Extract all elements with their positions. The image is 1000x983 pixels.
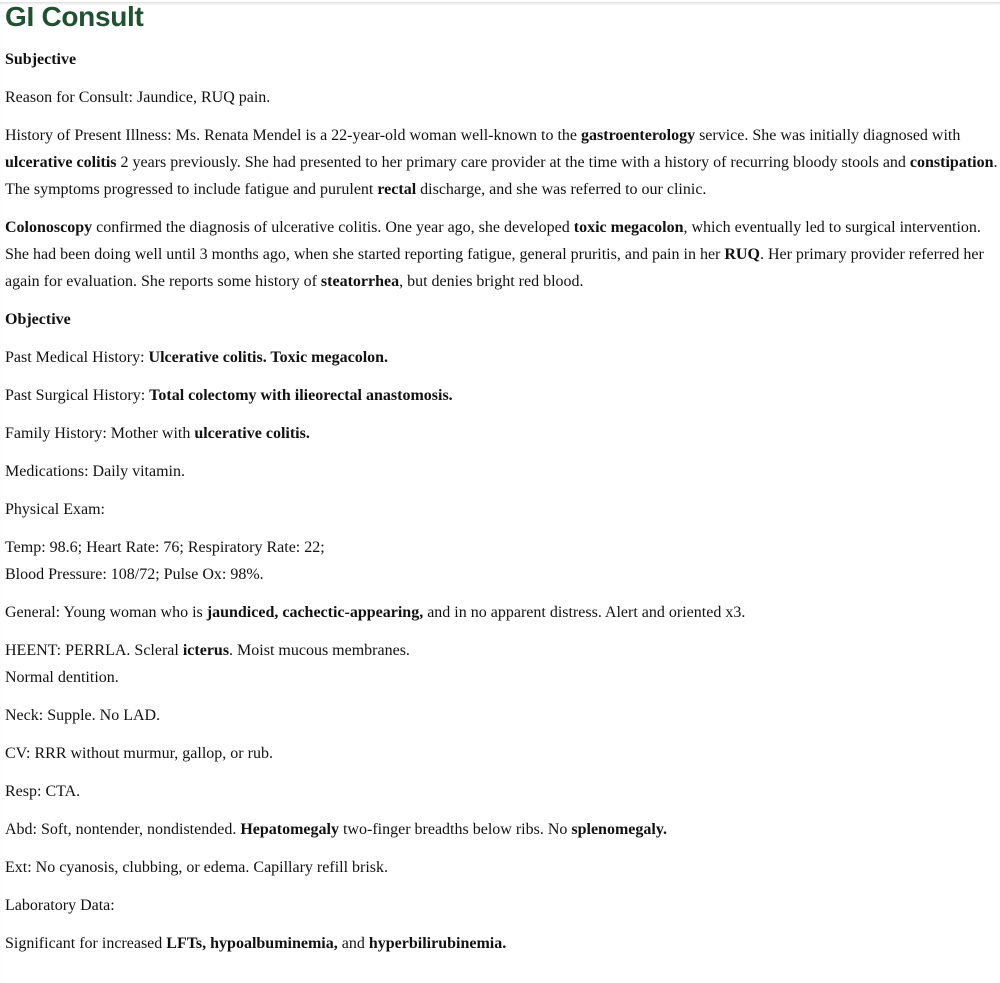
text-run: Abd: Soft, nontender, nondistended. (5, 821, 241, 838)
emphasized-term: RUQ (724, 246, 760, 263)
vital-signs (5, 534, 1000, 588)
reason-for-consult: Reason for Consult: Jaundice, RUQ pain. (5, 89, 271, 106)
emphasized-term: steatorrhea (320, 273, 400, 290)
text-run: Significant for increased (5, 935, 167, 952)
vitals-line-1: Temp: 98.6; Heart Rate: 76; Respiratory Rate: 22; (5, 539, 325, 556)
emphasized-term: hyperbilirubinemia. (368, 935, 507, 952)
history-present-illness (5, 122, 1000, 203)
laboratory-findings (5, 930, 1000, 957)
text-run: General: Young woman who is (5, 604, 207, 621)
heent-line-1 (5, 642, 410, 659)
emphasized-term: icterus (182, 642, 230, 659)
text-run: and (337, 935, 369, 952)
emphasized-term: toxic megacolon (573, 219, 684, 236)
text-run: discharge, and she was referred to our clinic. (416, 181, 707, 198)
page-title: GI Consult (5, 1, 144, 32)
text-run: . Moist mucous membranes. (229, 642, 410, 659)
text-run: Past Medical History: (5, 349, 149, 366)
text-run: HEENT: PERRLA. Scleral (5, 642, 183, 659)
emphasized-term: splenomegaly. (571, 821, 667, 838)
history-present-illness-continued (5, 214, 1000, 295)
emphasized-term: ulcerative colitis. (194, 425, 310, 442)
objective-heading: Objective (5, 311, 71, 328)
heent-line-2: Normal dentition. (5, 669, 119, 686)
medications: Medications: Daily vitamin. (5, 463, 185, 480)
emphasized-term: Hepatomegaly (240, 821, 339, 838)
abdominal-exam (5, 816, 1000, 843)
text-run: and in no apparent distress. Alert and oriented x3. (423, 604, 746, 621)
text-run: . Her primary provider referred her again for evaluation. She reports some history of (5, 246, 984, 290)
text-run: Family History: Mother with (5, 425, 195, 442)
emphasized-term: Total colectomy with ilieorectal anastomosis. (149, 387, 453, 404)
cardiovascular-exam: CV: RRR without murmur, gallop, or rub. (5, 745, 273, 762)
past-medical-history (5, 344, 1000, 371)
neck-exam: Neck: Supple. No LAD. (5, 707, 161, 724)
text-run: service. She was initially diagnosed with (695, 127, 961, 144)
respiratory-exam: Resp: CTA. (5, 783, 81, 800)
emphasized-term: gastroenterology (581, 127, 696, 144)
past-surgical-history (5, 382, 1000, 409)
laboratory-data-label: Laboratory Data: (5, 897, 115, 914)
general-exam (5, 599, 1000, 626)
emphasized-term: LFTs, hypoalbuminemia, (166, 935, 338, 952)
emphasized-term: Colonoscopy (5, 219, 93, 236)
emphasized-term: Ulcerative colitis. Toxic megacolon. (148, 349, 389, 366)
text-run: , but denies bright red blood. (399, 273, 584, 290)
heent-exam (5, 637, 1000, 691)
subjective-heading: Subjective (5, 51, 77, 68)
text-run: confirmed the diagnosis of ulcerative colitis. One year ago, she developed (92, 219, 574, 236)
text-run: . The symptoms progressed to include fatigue and purulent (5, 154, 998, 198)
consult-note (0, 2, 1000, 957)
emphasized-term: constipation (909, 154, 994, 171)
emphasized-term: jaundiced, cachectic-appearing, (206, 604, 424, 621)
extremities-exam: Ext: No cyanosis, clubbing, or edema. Capillary refill brisk. (5, 859, 389, 876)
emphasized-term: rectal (377, 181, 417, 198)
text-run: , which eventually led to surgical intervention. She had been doing well until 3 months ago, when she started reporting fatigue, general pruritis, and pain in her (5, 219, 981, 263)
text-run: 2 years previously. She had presented to her primary care provider at the time with a history of recurring bloody stools and (116, 154, 910, 171)
physical-exam-label: Physical Exam: (5, 501, 105, 518)
family-history (5, 420, 1000, 447)
text-run: History of Present Illness: Ms. Renata Mendel is a 22-year-old woman well-known to the (5, 127, 582, 144)
text-run: Past Surgical History: (5, 387, 150, 404)
vitals-line-2: Blood Pressure: 108/72; Pulse Ox: 98%. (5, 566, 264, 583)
text-run: two-finger breadths below ribs. No (338, 821, 572, 838)
emphasized-term: ulcerative colitis (5, 154, 117, 171)
